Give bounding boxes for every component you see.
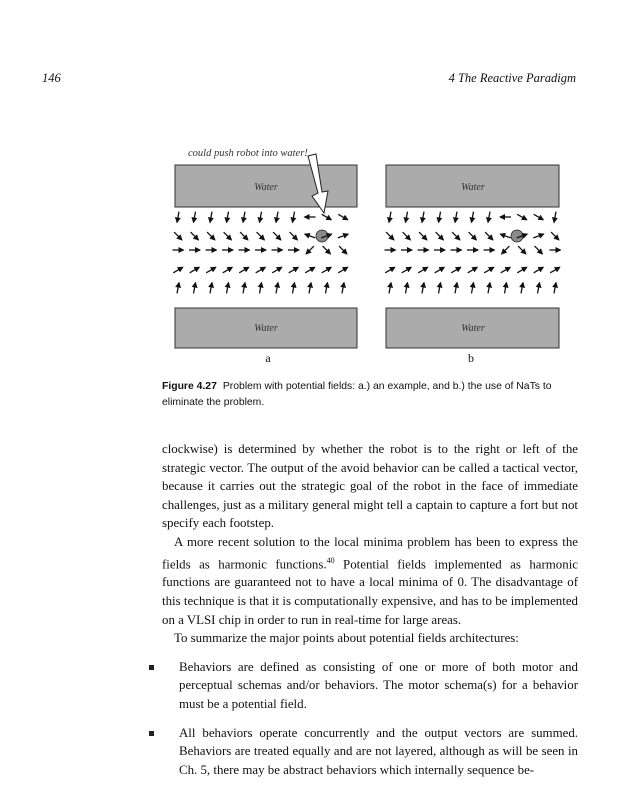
field-vector-arrow xyxy=(418,267,428,273)
panel-b-vector-field xyxy=(385,212,561,294)
field-vector-arrow xyxy=(243,283,245,294)
body-paragraph-2-start: A more recent solution to the local minima problem has been to express the fields as harmonic functions. xyxy=(162,534,578,571)
field-vector-arrow xyxy=(389,212,391,223)
field-vector-arrow xyxy=(554,283,556,294)
figure-caption-label: Figure 4.27 xyxy=(162,381,217,392)
field-vector-arrow xyxy=(210,283,212,294)
field-vector-arrow xyxy=(501,267,511,273)
field-vector-arrow xyxy=(293,283,295,294)
field-vector-arrow xyxy=(293,212,295,223)
field-vector-arrow xyxy=(289,267,299,273)
field-vector-arrow xyxy=(240,232,248,240)
field-vector-arrow xyxy=(339,246,347,254)
field-vector-arrow xyxy=(402,267,412,273)
field-vector-arrow xyxy=(386,232,394,240)
field-vector-arrow xyxy=(550,267,560,273)
field-vector-arrow xyxy=(389,283,391,294)
bullet-marker xyxy=(149,665,154,670)
field-vector-arrow xyxy=(194,283,196,294)
field-vector-arrow xyxy=(174,232,182,240)
body-paragraph-2 xyxy=(162,533,578,629)
field-vector-arrow xyxy=(305,234,315,238)
field-vector-arrow xyxy=(223,267,233,273)
field-vector-arrow xyxy=(338,234,348,238)
panel-a-vector-field xyxy=(173,212,349,294)
field-vector-arrow xyxy=(338,267,348,273)
field-vector-arrow xyxy=(439,283,441,294)
field-vector-arrow xyxy=(500,234,510,238)
field-vector-arrow xyxy=(260,212,262,223)
field-vector-arrow xyxy=(451,267,461,273)
field-vector-arrow xyxy=(322,267,332,273)
field-vector-arrow xyxy=(342,283,344,294)
panel-b-label: b xyxy=(468,351,474,365)
figure-annotation: could push robot into water! xyxy=(188,148,308,159)
field-vector-arrow xyxy=(239,267,249,273)
field-vector-arrow xyxy=(472,212,474,223)
field-vector-arrow xyxy=(227,283,229,294)
field-vector-arrow xyxy=(256,267,266,273)
field-vector-arrow xyxy=(554,212,556,223)
field-vector-arrow xyxy=(243,212,245,223)
field-vector-arrow xyxy=(191,232,199,240)
field-vector-arrow xyxy=(210,212,212,223)
field-vector-arrow xyxy=(485,232,493,240)
panel-a-bottom-water-label: Water xyxy=(254,323,278,334)
field-vector-arrow xyxy=(518,246,526,254)
field-vector-arrow xyxy=(177,212,179,223)
figure-caption xyxy=(162,379,578,410)
field-vector-arrow xyxy=(419,232,427,240)
field-vector-arrow xyxy=(257,232,265,240)
field-vector-arrow xyxy=(535,246,543,254)
field-vector-arrow xyxy=(435,267,445,273)
field-vector-arrow xyxy=(207,232,215,240)
field-vector-arrow xyxy=(469,232,477,240)
field-vector-arrow xyxy=(455,283,457,294)
field-vector-arrow xyxy=(468,267,478,273)
field-vector-arrow xyxy=(521,283,523,294)
page-number: 146 xyxy=(42,71,61,85)
field-vector-arrow xyxy=(533,234,543,238)
panel-a-top-water-label: Water xyxy=(254,182,278,193)
field-vector-arrow xyxy=(517,214,527,220)
field-vector-arrow xyxy=(502,246,510,254)
field-vector-arrow xyxy=(260,283,262,294)
field-vector-arrow xyxy=(385,267,395,273)
field-vector-arrow xyxy=(177,283,179,294)
field-vector-arrow xyxy=(452,232,460,240)
body-text xyxy=(162,440,578,779)
field-vector-arrow xyxy=(436,232,444,240)
panel-a-label: a xyxy=(265,351,271,365)
field-vector-arrow xyxy=(309,283,311,294)
panel-b-bottom-water-label: Water xyxy=(461,323,485,334)
field-vector-arrow xyxy=(551,232,559,240)
field-vector-arrow xyxy=(227,212,229,223)
field-vector-arrow xyxy=(488,212,490,223)
field-vector-arrow xyxy=(206,267,216,273)
bullet-item-1 xyxy=(162,658,578,714)
field-vector-arrow xyxy=(538,283,540,294)
field-vector-arrow xyxy=(403,232,411,240)
field-vector-arrow xyxy=(290,232,298,240)
field-vector-arrow xyxy=(276,283,278,294)
bullet-text-1: Behaviors are defined as consisting of one or more of both motor and perceptual schemas and/or behaviors. The motor schema(s) for a behavior must be a potential field. xyxy=(179,659,578,712)
field-vector-arrow xyxy=(517,267,527,273)
running-header-chapter: 4 The Reactive Paradigm xyxy=(448,71,576,85)
field-vector-arrow xyxy=(224,232,232,240)
panel-b-top-water-label: Water xyxy=(461,182,485,193)
field-vector-arrow xyxy=(276,212,278,223)
citation-superscript: 40 xyxy=(326,555,335,565)
field-vector-arrow xyxy=(488,283,490,294)
field-vector-arrow xyxy=(455,212,457,223)
field-vector-arrow xyxy=(306,246,314,254)
field-vector-arrow xyxy=(534,214,544,220)
field-vector-arrow xyxy=(273,232,281,240)
field-vector-arrow xyxy=(194,212,196,223)
field-vector-arrow xyxy=(484,267,494,273)
field-vector-arrow xyxy=(472,283,474,294)
body-paragraph-2-end: Potential fields implemented as harmonic functions are guaranteed not to have a local minima of 0. The disadvantage of this technique is that it is computationally expensive, and has to be implemented on a VLSI chip in order to run in real-time for large areas. xyxy=(162,556,578,627)
field-vector-arrow xyxy=(505,283,507,294)
field-vector-arrow xyxy=(406,212,408,223)
field-vector-arrow xyxy=(422,283,424,294)
field-vector-arrow xyxy=(272,267,282,273)
field-vector-arrow xyxy=(326,283,328,294)
field-vector-arrow xyxy=(305,267,315,273)
field-vector-arrow xyxy=(439,212,441,223)
figure-caption-text: Problem with potential fields: a.) an example, and b.) the use of NaTs to eliminate the problem. xyxy=(162,381,552,408)
field-vector-arrow xyxy=(322,214,332,220)
body-paragraph-3: To summarize the major points about potential fields architectures: xyxy=(174,631,519,646)
field-vector-arrow xyxy=(534,267,544,273)
field-vector-arrow xyxy=(338,214,348,220)
bullet-text-2: All behaviors operate concurrently and the output vectors are summed. Behaviors are treated equally and are not layered, although as will be seen in Ch. 5, there may be abstract behaviors which internally sequence be- xyxy=(179,725,578,777)
field-vector-arrow xyxy=(323,246,331,254)
field-vector-arrow xyxy=(190,267,200,273)
field-vector-arrow xyxy=(406,283,408,294)
body-paragraph-1: clockwise) is determined by whether the robot is to the right or left of the strategic vector. The output of the avoid behavior can be called a tactical vector, because it carries out the strategic goal of the robot in the face of immediate challenges, just as a military general might tell a captain to capture a fort but not specify each footstep. xyxy=(162,442,578,531)
bullet-marker xyxy=(149,731,154,736)
bullet-item-2 xyxy=(162,724,578,780)
field-vector-arrow xyxy=(173,267,183,273)
field-vector-arrow xyxy=(422,212,424,223)
